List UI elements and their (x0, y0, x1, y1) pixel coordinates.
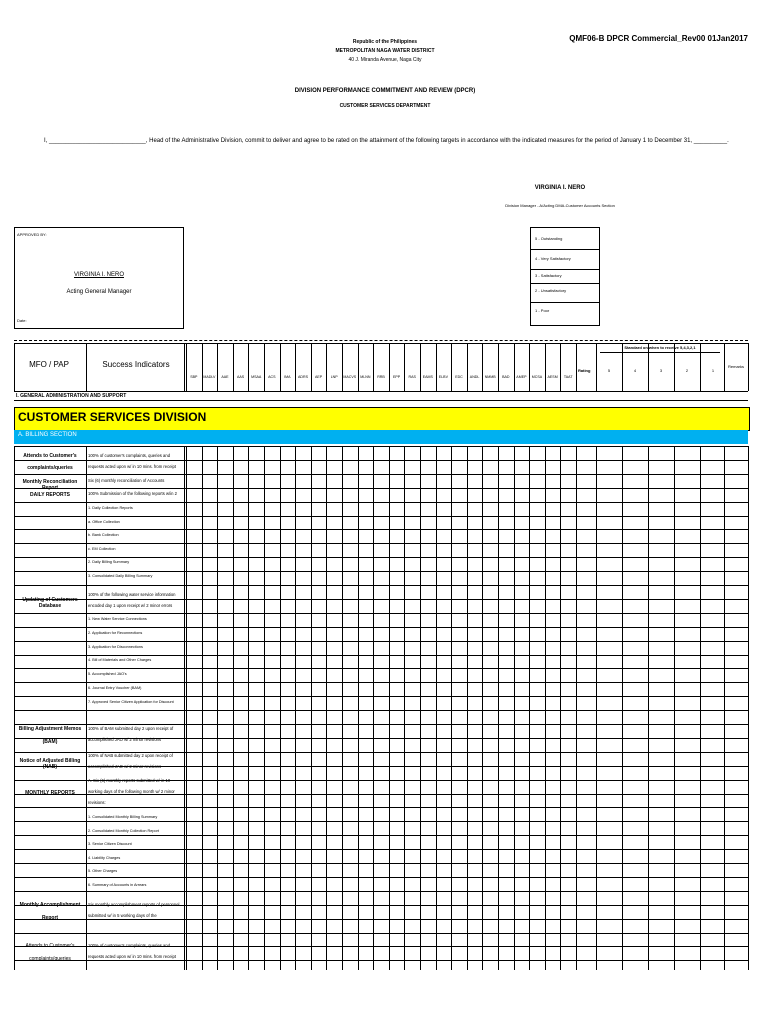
rating-col-header: 2 (685, 368, 689, 373)
signer-name: VIRGINIA I. NERO (534, 185, 586, 191)
header-divider (295, 343, 296, 391)
column-header: MACVS (343, 375, 357, 379)
header-divider (514, 343, 515, 391)
daily-report-item: 3. Consolidated Daily Billing Summary (88, 574, 153, 578)
column-header: EPP (392, 375, 401, 379)
monthly-report-item: 4. Liability Charges (88, 855, 121, 860)
grid-row-line (14, 780, 748, 781)
grid-row-line (14, 682, 748, 683)
column-header: SBP (190, 375, 198, 379)
agency-header (0, 38, 770, 65)
column-header: MCSA (531, 375, 543, 379)
header-divider (467, 343, 468, 391)
grid-row-line (14, 849, 748, 850)
header-divider (560, 343, 561, 391)
grid-row-line (14, 960, 748, 961)
approver-name: VIRGINIA I. NERO (73, 272, 124, 278)
header-divider (596, 343, 597, 391)
column-header: RAS (408, 375, 416, 379)
monthly-report-item: 5. Other Charges (88, 869, 118, 874)
column-header: ADRS (297, 375, 308, 379)
header-divider (233, 343, 234, 391)
header-agency: METROPOLITAN NAGA WATER DISTRICT (335, 48, 435, 54)
header-divider (404, 343, 405, 391)
daily-report-item: 2. Daily Billing Summary (88, 560, 130, 565)
grid-row-line (14, 905, 748, 906)
rating-4-label: 4 - Very Satisfactory (535, 256, 571, 261)
rating-header: Rating (578, 368, 591, 373)
indicator-database: 100% of the following water service information encoded day 1 upon receipt w/ 2 minor errors (88, 592, 176, 608)
signer-position: Division Manager - A/Acting DMA-Customer Accounts Section (505, 203, 615, 208)
mfo-reconciliation: Monthly Reconciliation Report (22, 479, 78, 491)
grid-row-line (14, 599, 748, 600)
grid-row-line (14, 488, 748, 489)
header-divider (373, 343, 374, 391)
subsection-banner (14, 430, 748, 444)
indicator-reconciliation: Six (6) monthly reconciliation of Accounts (88, 478, 165, 483)
grid-row-line (14, 557, 748, 558)
column-header: AMEP (516, 375, 527, 379)
page-title: DIVISION PERFORMANCE COMMITMENT AND REVIEW (DPCR) (294, 88, 476, 94)
mfo-bam: Billing Adjustment Memos (BAM) (18, 726, 82, 745)
rating-col-header: 3 (659, 368, 663, 373)
column-header: AAS (236, 375, 245, 379)
grid-row-line (14, 891, 748, 892)
column-header: NMMB (484, 375, 496, 379)
grid-row-line (14, 794, 748, 795)
database-update-item: 7. Approved Senior Citizen Application for Discount (88, 699, 174, 704)
header-divider (280, 343, 281, 391)
column-header: BAD (502, 375, 510, 379)
column-header: AEP (314, 375, 323, 379)
mfo-database: Updating of Customers Database (22, 597, 78, 609)
grid-row-line (14, 835, 748, 836)
grid-row-line (14, 627, 748, 628)
grid-row-line (14, 877, 748, 878)
indicator-accomplishment: Six monthly accomplishment reports of personnel submitted w/ in 5 working days of the (88, 902, 180, 918)
grid-row-line (14, 502, 748, 503)
mfo-complaints-2: Attends to Customer's complaints/queries (25, 943, 75, 962)
header-divider (436, 343, 437, 391)
database-update-item: 2. Application for Reconnections (88, 630, 143, 635)
header-divider (648, 343, 649, 391)
column-header: AAE (221, 375, 229, 379)
header-divider (342, 343, 343, 391)
grid-row-line (14, 585, 748, 586)
grid-row-line (14, 543, 748, 544)
header-divider (420, 343, 421, 391)
grid-row-line (14, 571, 748, 572)
grid-row-line (14, 724, 748, 725)
division-title: CUSTOMER SERVICES DIVISION (18, 410, 207, 424)
header-divider (389, 343, 390, 391)
grid-row-line (14, 696, 748, 697)
header-divider (482, 343, 483, 391)
column-header: EAMS (422, 375, 433, 379)
header-divider (498, 343, 499, 391)
indicator-complaints: 100% of customer's complaints, queries and requests acted upon w/ in 10 mins. from receipt (88, 453, 176, 469)
column-header: AESM (547, 375, 558, 379)
mfo-nab: Notice of Adjusted Billing (NAB) (19, 758, 81, 770)
grid-row-line (14, 641, 748, 642)
daily-report-item: a. Office Collection (88, 519, 120, 524)
grid-row-line (14, 946, 748, 947)
grid-row-line (14, 752, 748, 753)
header-divider (326, 343, 327, 391)
header-divider (724, 343, 725, 391)
header-divider (202, 343, 203, 391)
column-header: ANDL (469, 375, 480, 379)
daily-report-item: 1. Daily Collection Reports (88, 506, 133, 510)
rating-3-label: 3 - Satisfactory (535, 273, 562, 278)
grid-row-line (14, 446, 748, 447)
column-header: EDC (455, 375, 463, 379)
rating-2-label: 2 - Unsatisfactory (535, 288, 567, 293)
grid-row-line (14, 460, 748, 461)
indicator-complaints-2: 100% of customer's complaints, queries and requests acted upon w/ in 10 mins. from receipt (88, 943, 176, 959)
mfo-monthly-reports: MONTHLY REPORTS (25, 790, 75, 796)
column-header: LNP (330, 375, 338, 379)
header-divider (576, 343, 577, 391)
column-header: RRB (377, 375, 385, 379)
column-header: MSAA (251, 375, 262, 379)
rating-1-label: 1 - Poor (535, 308, 550, 313)
standard-label: Standard on when to receive 5,4,3,2,1 (624, 345, 696, 350)
approved-by-label: APPROVED BY: (17, 232, 47, 237)
grid-row-line (14, 668, 748, 669)
header-divider (264, 343, 265, 391)
column-header: MADLV (203, 375, 216, 379)
header-divider (311, 343, 312, 391)
subsection-title: A. BILLING SECTION (18, 432, 77, 438)
header-divider (184, 343, 185, 391)
monthly-report-item: 3. Senior Citizen Discount (88, 842, 132, 847)
header-divider (358, 343, 359, 391)
header-divider (529, 343, 530, 391)
header-divider (622, 343, 623, 391)
date-label: Date: (17, 318, 27, 323)
grid-row-line (14, 710, 748, 711)
indicator-nab: 100% of NAB submitted day 2 upon receipt of accomplished JAO w/ 2 minor revisions (88, 753, 173, 769)
column-header: IMA (284, 375, 291, 379)
mfo-daily-reports: DAILY REPORTS (29, 492, 70, 498)
grid-row-line (14, 919, 748, 920)
header-country: Republic of the Philippines (352, 39, 418, 45)
header-address: 40 J. Miranda Avenue, Naga City (348, 57, 422, 63)
grid-row-line (14, 933, 748, 934)
grid-row-line (14, 738, 748, 739)
header-divider (248, 343, 249, 391)
rating-col-header: 5 (607, 368, 611, 373)
header-divider (14, 343, 15, 391)
indicator-header: Success Indicators (102, 360, 170, 369)
monthly-report-item: 2. Consolidated Monthly Collection Report (88, 828, 159, 833)
remarks-header: Remarks (728, 364, 745, 369)
header-divider (700, 343, 701, 391)
grid-row-line (14, 821, 748, 822)
column-header: MLNN (360, 375, 371, 379)
grid-row-line (14, 766, 748, 767)
header-divider (545, 343, 546, 391)
header-divider (748, 343, 749, 391)
rating-col-header: 1 (711, 368, 715, 373)
column-header: TAAT (563, 375, 573, 379)
header-divider (451, 343, 452, 391)
indicator-monthly-reports: A. Six (6) monthly reports submitted w/ in 10 working days of the following month w/ 2 minor revisions: (88, 778, 175, 805)
rating-5-label: 5 - Outstanding (535, 236, 563, 241)
header-divider (186, 343, 187, 391)
database-update-item: 4. Bill of Materials and Other Charges (88, 658, 152, 663)
daily-report-item: c. EM Collection (88, 546, 116, 551)
mfo-accomplishment: Monthly Accomplishment Report (19, 902, 81, 921)
database-update-item: 6. Journal Entry Voucher (BAM) (88, 686, 142, 690)
mfo-complaints: Attends to Customer's complaints/queries (23, 453, 77, 471)
commitment-statement: I, _____________________________, Head of the Administrative Division, commit to deliver and agree to be rated on the attainment of the following targets in accordance with the indicated measures for the period of January 1 to December 31, __________. (44, 138, 729, 144)
database-update-item: 5. Accomplished JAO's (88, 672, 127, 677)
rating-scale (530, 227, 600, 326)
indicator-bam: 100% of BAM submitted day 2 upon receipt of accomplished JAO w/ 2 minor revisions (88, 726, 174, 742)
grid-row-line (14, 613, 748, 614)
indicator-daily-reports: 100% Submission of the following reports w/in 2 (88, 491, 177, 496)
grid-row-line (14, 516, 748, 517)
grid-row-line (14, 655, 748, 656)
header-divider (217, 343, 218, 391)
department-name: CUSTOMER SERVICES DEPARTMENT (339, 103, 431, 109)
database-update-item: 3. Application for Disconnections (88, 644, 143, 649)
header-divider (86, 343, 87, 391)
header-divider (674, 343, 675, 391)
daily-report-item: b. Bank Collection (88, 533, 119, 538)
database-update-item: 1. New Water Service Connections (88, 617, 147, 621)
grid-row-line (14, 529, 748, 530)
general-section-title: I. GENERAL ADMINISTRATION AND SUPPORT (16, 393, 127, 399)
rating-col-header: 4 (633, 368, 637, 373)
form-code: QMF06-B DPCR Commercial_Rev00 01Jan2017 (569, 34, 748, 43)
grid-column-line (748, 446, 749, 970)
approval-box (14, 227, 184, 329)
grid-row-line (14, 863, 748, 864)
approver-position: Acting General Manager (66, 289, 132, 295)
grid-row-line (14, 474, 748, 475)
column-header: ELBV (438, 375, 448, 379)
mfo-header: MFO / PAP (29, 360, 69, 369)
grid-row-line (14, 807, 748, 808)
column-header: ACS (268, 375, 276, 379)
monthly-report-item: 1. Consolidated Monthly Billing Summary (88, 815, 158, 819)
monthly-report-item: 6. Summary of Accounts in Arrears (88, 883, 147, 887)
